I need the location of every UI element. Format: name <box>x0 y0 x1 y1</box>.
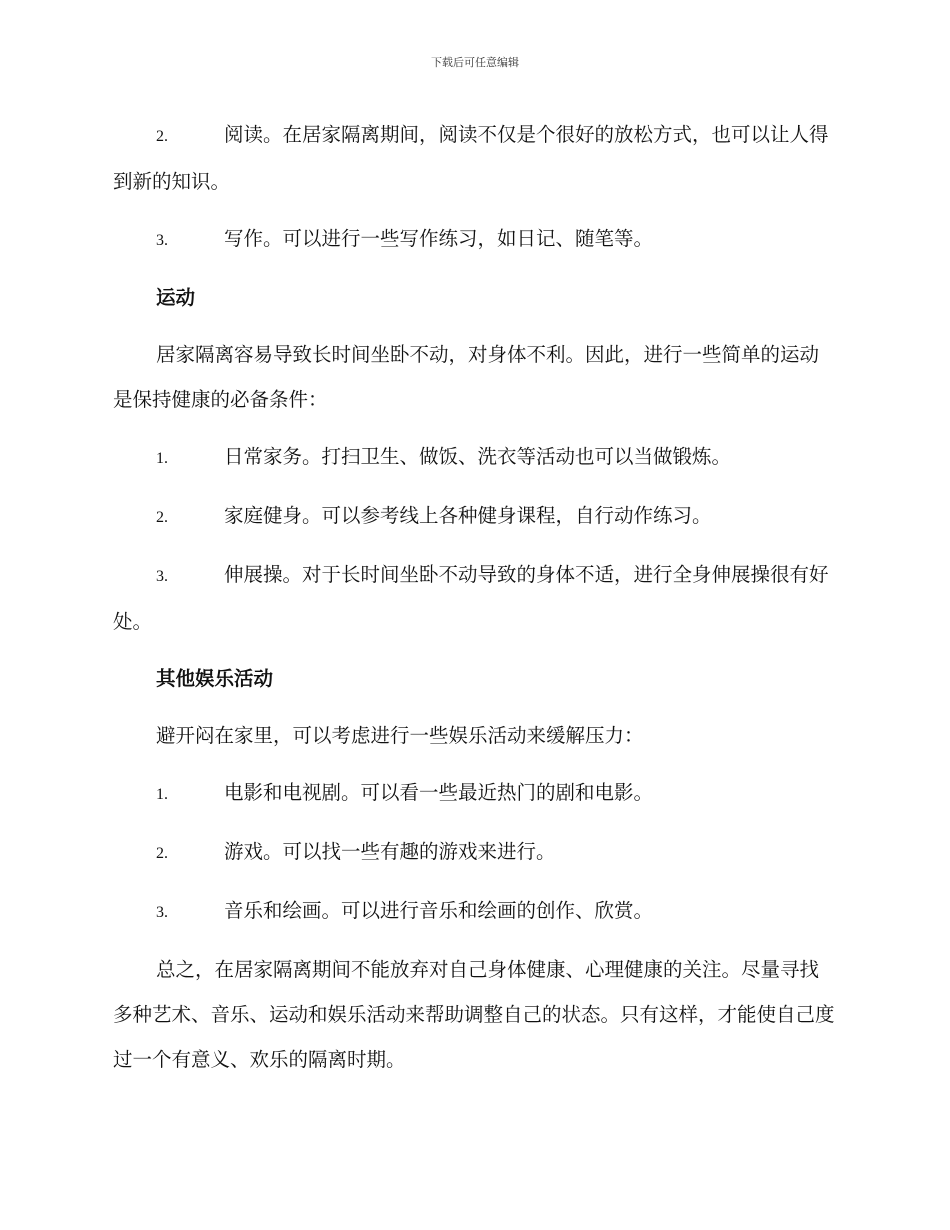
list-item <box>113 434 837 481</box>
list-number: 1. <box>156 786 168 803</box>
list-text: 阅读。在居家隔离期间，阅读不仅是个很好的放松方式，也可以让人得到新的知识。 <box>113 123 829 193</box>
list-number: 3. <box>156 568 168 585</box>
list-number: 2. <box>156 509 168 526</box>
list-text: 家庭健身。可以参考线上各种健身课程，自行动作练习。 <box>224 504 712 527</box>
list-number: 1. <box>156 450 168 467</box>
list-text: 伸展操。对于长时间坐卧不动导致的身体不适，进行全身伸展操很有好处。 <box>113 563 829 633</box>
section-heading-fun: 其他娱乐活动 <box>156 667 274 690</box>
list-text: 游戏。可以找一些有趣的游戏来进行。 <box>224 840 556 863</box>
document-body <box>113 112 837 1094</box>
section-heading-sport: 运动 <box>156 286 196 309</box>
conclusion-paragraph: 总之，在居家隔离期间不能放弃对自己身体健康、心理健康的关注。尽量寻找多种艺术、音乐、运动和娱乐活动来帮助调整自己的状态。只有这样，才能使自己度过一个有意义、欢乐的隔离时期。 <box>113 958 835 1071</box>
page-header: 下载后可任意编辑 <box>431 56 519 69</box>
list-number: 2. <box>156 128 168 145</box>
list-text: 日常家务。打扫卫生、做饭、洗衣等活动也可以当做锻炼。 <box>224 445 732 468</box>
list-item <box>113 829 837 876</box>
list-item <box>113 770 837 817</box>
list-item <box>113 216 837 263</box>
list-text: 音乐和绘画。可以进行音乐和绘画的创作、欣赏。 <box>224 899 654 922</box>
list-number: 2. <box>156 845 168 862</box>
list-item <box>113 112 837 204</box>
list-item <box>113 493 837 540</box>
list-text: 写作。可以进行一些写作练习，如日记、随笔等。 <box>224 227 654 250</box>
list-number: 3. <box>156 904 168 921</box>
list-number: 3. <box>156 232 168 249</box>
list-text: 电影和电视剧。可以看一些最近热门的剧和电影。 <box>224 781 654 804</box>
list-item <box>113 888 837 935</box>
list-item <box>113 552 837 644</box>
section-intro-sport: 居家隔离容易导致长时间坐卧不动，对身体不利。因此，进行一些简单的运动是保持健康的必备条件： <box>113 343 820 411</box>
section-intro-fun: 避开闷在家里，可以考虑进行一些娱乐活动来缓解压力： <box>156 724 644 747</box>
